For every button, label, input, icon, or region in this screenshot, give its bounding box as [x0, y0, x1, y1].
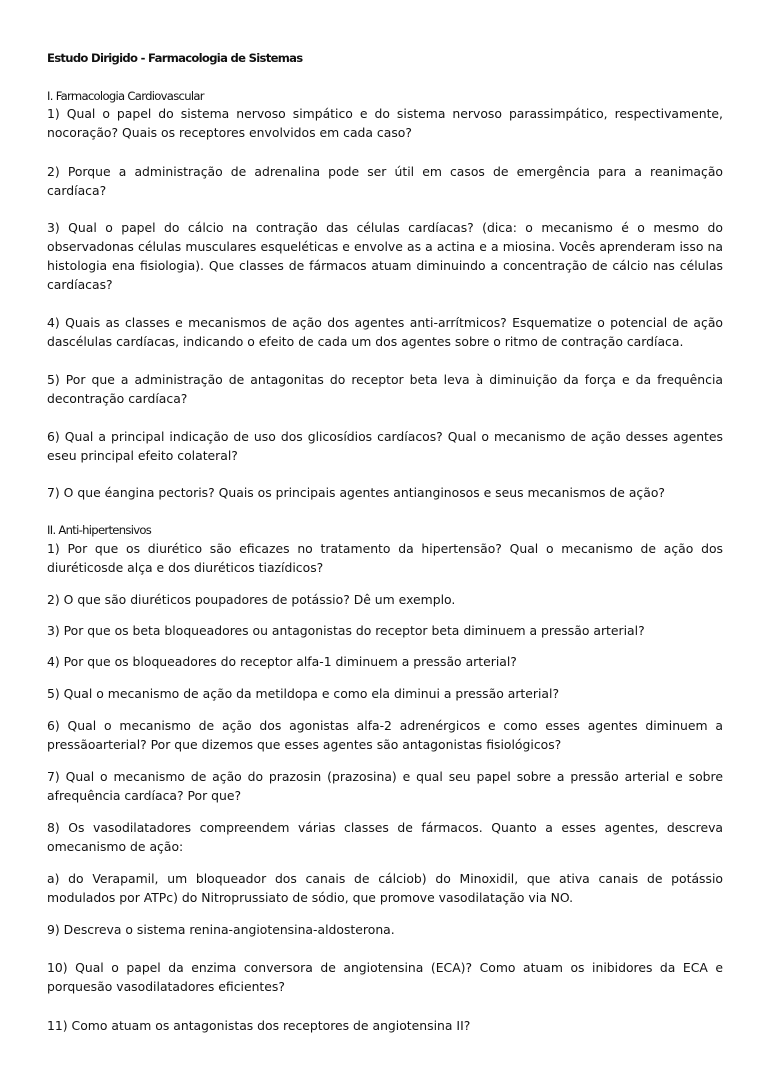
question-1-4: 4) Quais as classes e mecanismos de ação dos agentes anti-arrítmicos? Esquematize o potencial de ação dascélulas cardíacas, indicando o efeito de cada um dos agentes sobre o ritmo de contração cardíaca. [47, 315, 723, 349]
question-2-10: 10) Qual o papel da enzima conversora de angiotensina (ECA)? Como atuam os inibidores da ECA e porquesão vasodilatadores eficientes? [47, 960, 723, 994]
document-title: Estudo Dirigido - Farmacologia de Sistemas [47, 51, 303, 65]
question-2-7: 7) Qual o mecanismo de ação do prazosin (prazosina) e qual seu papel sobre a pressão arterial e sobre afrequência cardíaca? Por que? [47, 769, 723, 803]
question-2-3: 3) Por que os beta bloqueadores ou antagonistas do receptor beta diminuem a pressão arterial? [47, 623, 645, 638]
question-2-4: 4) Por que os bloqueadores do receptor alfa-1 diminuem a pressão arterial? [47, 654, 517, 669]
question-1-5: 5) Por que a administração de antagonitas do receptor beta leva à diminuição da força e da frequência decontração cardíaca? [47, 372, 723, 406]
question-1-3: 3) Qual o papel do cálcio na contração das células cardíacas? (dica: o mecanismo é o mesmo do observadonas células musculares esqueléticas e envolve as a actina e a miosina. Vocês aprenderam isso na histologia ena fisiologia). Que classes de fármacos atuam diminuindo a concentração de cálcio nas células cardíacas? [47, 220, 723, 292]
question-1-2: 2) Porque a administração de adrenalina pode ser útil em casos de emergência para a reanimação cardíaca? [47, 164, 723, 198]
question-2-1: 1) Por que os diurético são eficazes no tratamento da hipertensão? Qual o mecanismo de ação dos diuréticosde alça e dos diuréticos tiazídicos? [47, 541, 723, 575]
question-2-8-items: a) do Verapamil, um bloqueador dos canais de cálciob) do Minoxidil, que ativa canais de potássio modulados por ATPc) do Nitroprussiato de sódio, que promove vasodilatação via NO. [47, 871, 723, 905]
question-2-9: 9) Descreva o sistema renina-angiotensina-aldosterona. [47, 922, 395, 937]
section-heading-anti-hypertensives: II. Anti-hipertensivos [47, 523, 152, 537]
question-2-6: 6) Qual o mecanismo de ação dos agonistas alfa-2 adrenérgicos e como esses agentes diminuem a pressãoarterial? Por que dizemos que esses agentes são antagonistas fisiológicos? [47, 718, 723, 752]
question-2-8: 8) Os vasodilatadores compreendem várias classes de fármacos. Quanto a esses agentes, descreva omecanismo de ação: [47, 820, 723, 854]
question-2-2: 2) O que são diuréticos poupadores de potássio? Dê um exemplo. [47, 592, 456, 607]
question-1-1: 1) Qual o papel do sistema nervoso simpático e do sistema nervoso parassimpático, respectivamente, nocoração? Quais os receptores envolvidos em cada caso? [47, 106, 723, 140]
question-1-6: 6) Qual a principal indicação de uso dos glicosídios cardíacos? Qual o mecanismo de ação desses agentes eseu principal efeito colateral? [47, 429, 723, 463]
question-2-11: 11) Como atuam os antagonistas dos receptores de angiotensina II? [47, 1018, 471, 1033]
question-1-7: 7) O que éangina pectoris? Quais os principais agentes antianginosos e seus mecanismos de ação? [47, 485, 665, 500]
question-2-5: 5) Qual o mecanismo de ação da metildopa e como ela diminui a pressão arterial? [47, 686, 560, 701]
section-heading-cardiovascular: I. Farmacologia Cardiovascular [47, 89, 204, 103]
